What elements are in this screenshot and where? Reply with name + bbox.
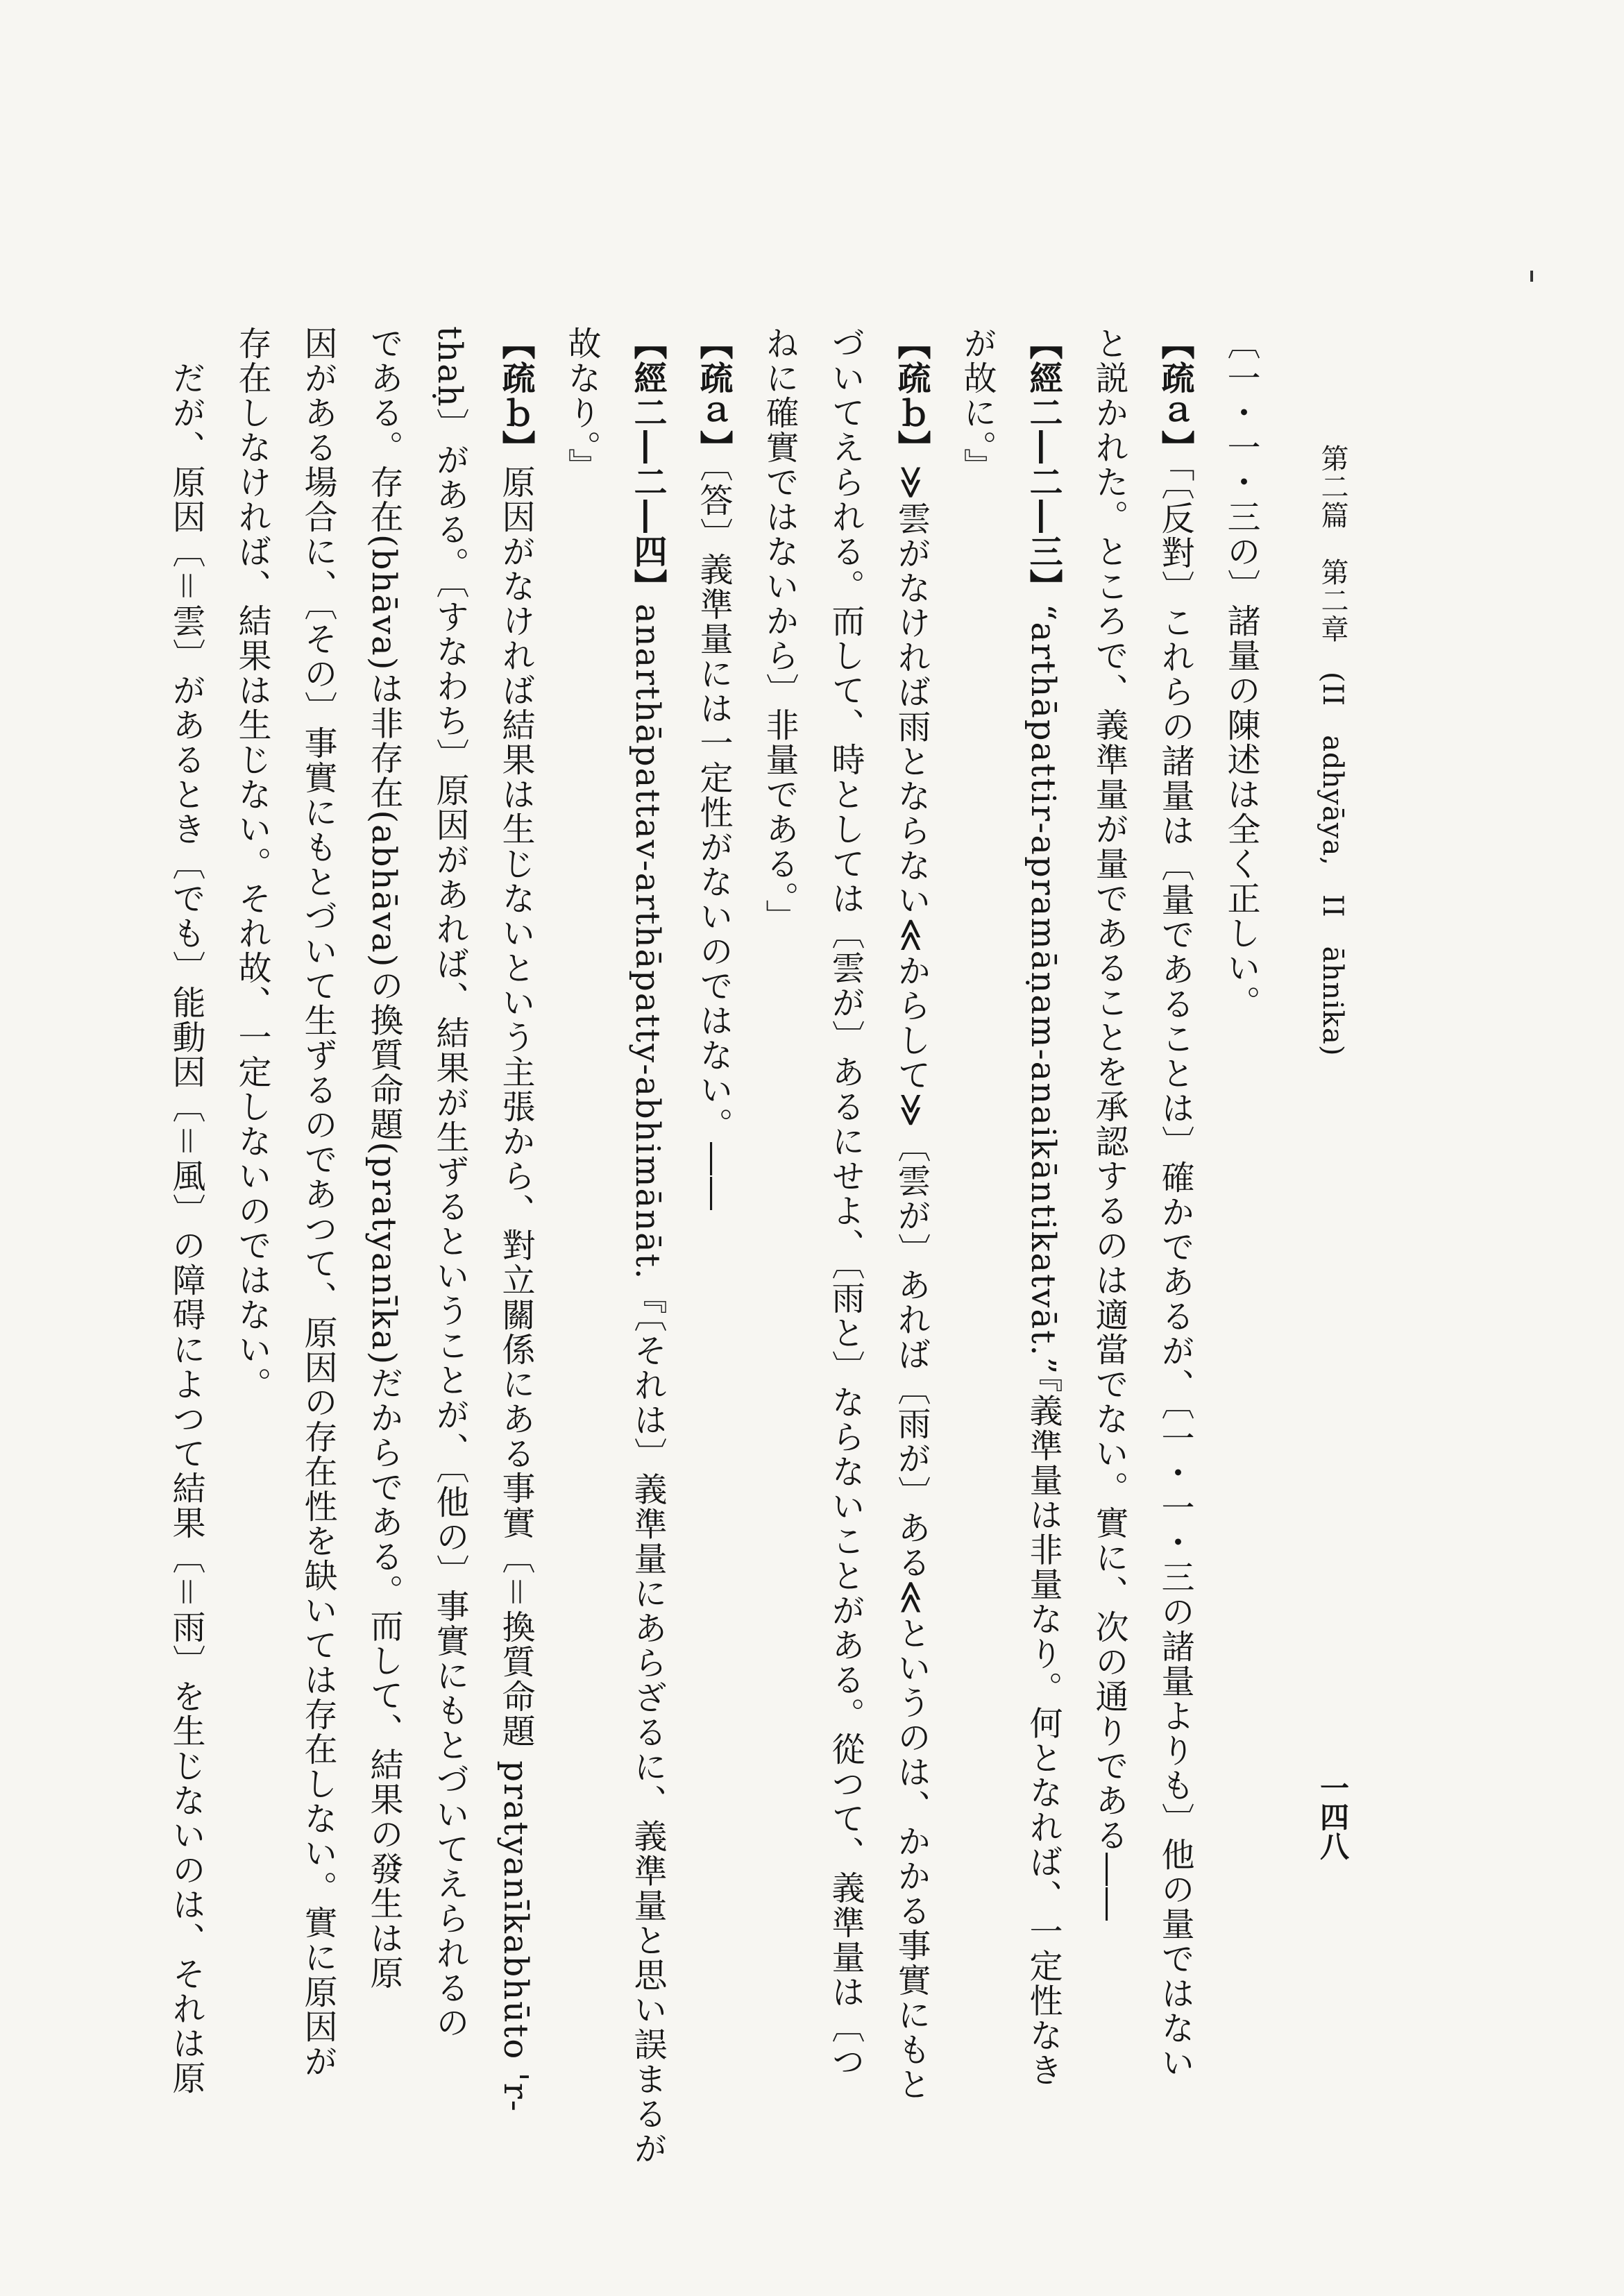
- line-text: “arthāpattir-apramāṇam-anaikāntikatvāt.”『義準量は非量なり。何となれば、一定性なき: [1024, 604, 1063, 2088]
- running-head: 第二篇 第二章 (II adhyāya, II āhnika): [1317, 444, 1348, 1057]
- text-line: [746, 326, 812, 2255]
- line-label: 【疏ａ】: [1156, 326, 1194, 465]
- page-number: 一四八: [1316, 1773, 1350, 1860]
- text-line: [482, 326, 548, 2255]
- line-text: 存在しなければ、結果は生じない。それ故、一定しないのではない。: [232, 326, 271, 1402]
- line-text: である。存在(bhāva)は非存在(abhāva)の換質命題(pratyanīka)だからである。而して、結果の發生は原: [364, 326, 403, 1991]
- line-text: 原因がなければ結果は生じないという主張から、對立關係にある事實〔＝換質命題 pratyanīkabhūto 'r-: [496, 465, 535, 2113]
- text-line: [1010, 326, 1076, 2255]
- line-text: と説かれた。ところで、義準量が量であることを承認するのは適當でない。實に、次の通りである――: [1090, 326, 1128, 1922]
- line-text: 故なり。』: [562, 326, 601, 483]
- text-line: [614, 326, 680, 2255]
- line-label: 【疏ｂ】: [892, 326, 931, 465]
- text-line: [285, 326, 350, 2255]
- line-text: 〔答〕義準量には一定性がないのではない。――: [694, 465, 733, 1211]
- text-line: [878, 326, 944, 2255]
- text-line: [1076, 326, 1142, 2255]
- line-text: だが、原因〔＝雲〕があるとき〔でも〕能動因〔＝風〕の障碍によつて結果〔＝雨〕を生じないのは、それは原: [167, 326, 205, 2096]
- line-label: 【經二―二―四】: [628, 326, 667, 604]
- text-line: [416, 326, 482, 2255]
- text-line: [153, 326, 219, 2255]
- text-line: [680, 326, 746, 2255]
- text-line: [944, 326, 1010, 2255]
- body-text: [167, 326, 1274, 2255]
- text-line: [219, 326, 285, 2255]
- line-label: 【經二―二―三】: [1024, 326, 1063, 604]
- line-text: ≫雲がなければ雨とならない≪からして≫〔雲が〕あれば〔雨が〕ある≪というのは、かかる事實にもと: [892, 465, 931, 2102]
- text-line: [1142, 326, 1208, 2255]
- line-text: 「〔反對〕これらの諸量は〔量であることは〕確かであるが、〔一・一・三の諸量よりも〕他の量ではない: [1156, 465, 1194, 2080]
- text-line: [1208, 326, 1274, 2255]
- line-label: 【疏ａ】: [694, 326, 733, 465]
- line-text: が故に。』: [958, 326, 997, 483]
- line-text: ねに確實ではないから〕非量である。」: [760, 326, 799, 934]
- text-line: [548, 326, 614, 2255]
- text-line: [350, 326, 416, 2255]
- line-text: 〔一・一・三の〕諸量の陳述は全く正しい。: [1221, 326, 1260, 1020]
- line-text: 因がある場合に、〔その〕事實にもとづいて生ずるのであつて、原因の存在性を缺いては存在しない。實に原因が: [298, 326, 337, 2079]
- line-text: anarthāpattav-arthāpatty-abhimānāt.『〔それは〕義準量にあらざるに、義準量と思い誤まるが: [628, 604, 667, 2166]
- line-text: づいてえられる。而して、時としては〔雲が〕あるにせよ、〔雨と〕ならないことがある。從つて、義準量は〔つ: [826, 326, 865, 2079]
- margin-mark: [1530, 271, 1533, 282]
- text-line: [812, 326, 878, 2255]
- line-label: 【疏ｂ】: [496, 326, 535, 465]
- line-text: thaḥ〕がある。〔すなわち〕原因があれば、結果が生ずるということが、〔他の〕事實にもとづいてえられるの: [430, 326, 469, 2040]
